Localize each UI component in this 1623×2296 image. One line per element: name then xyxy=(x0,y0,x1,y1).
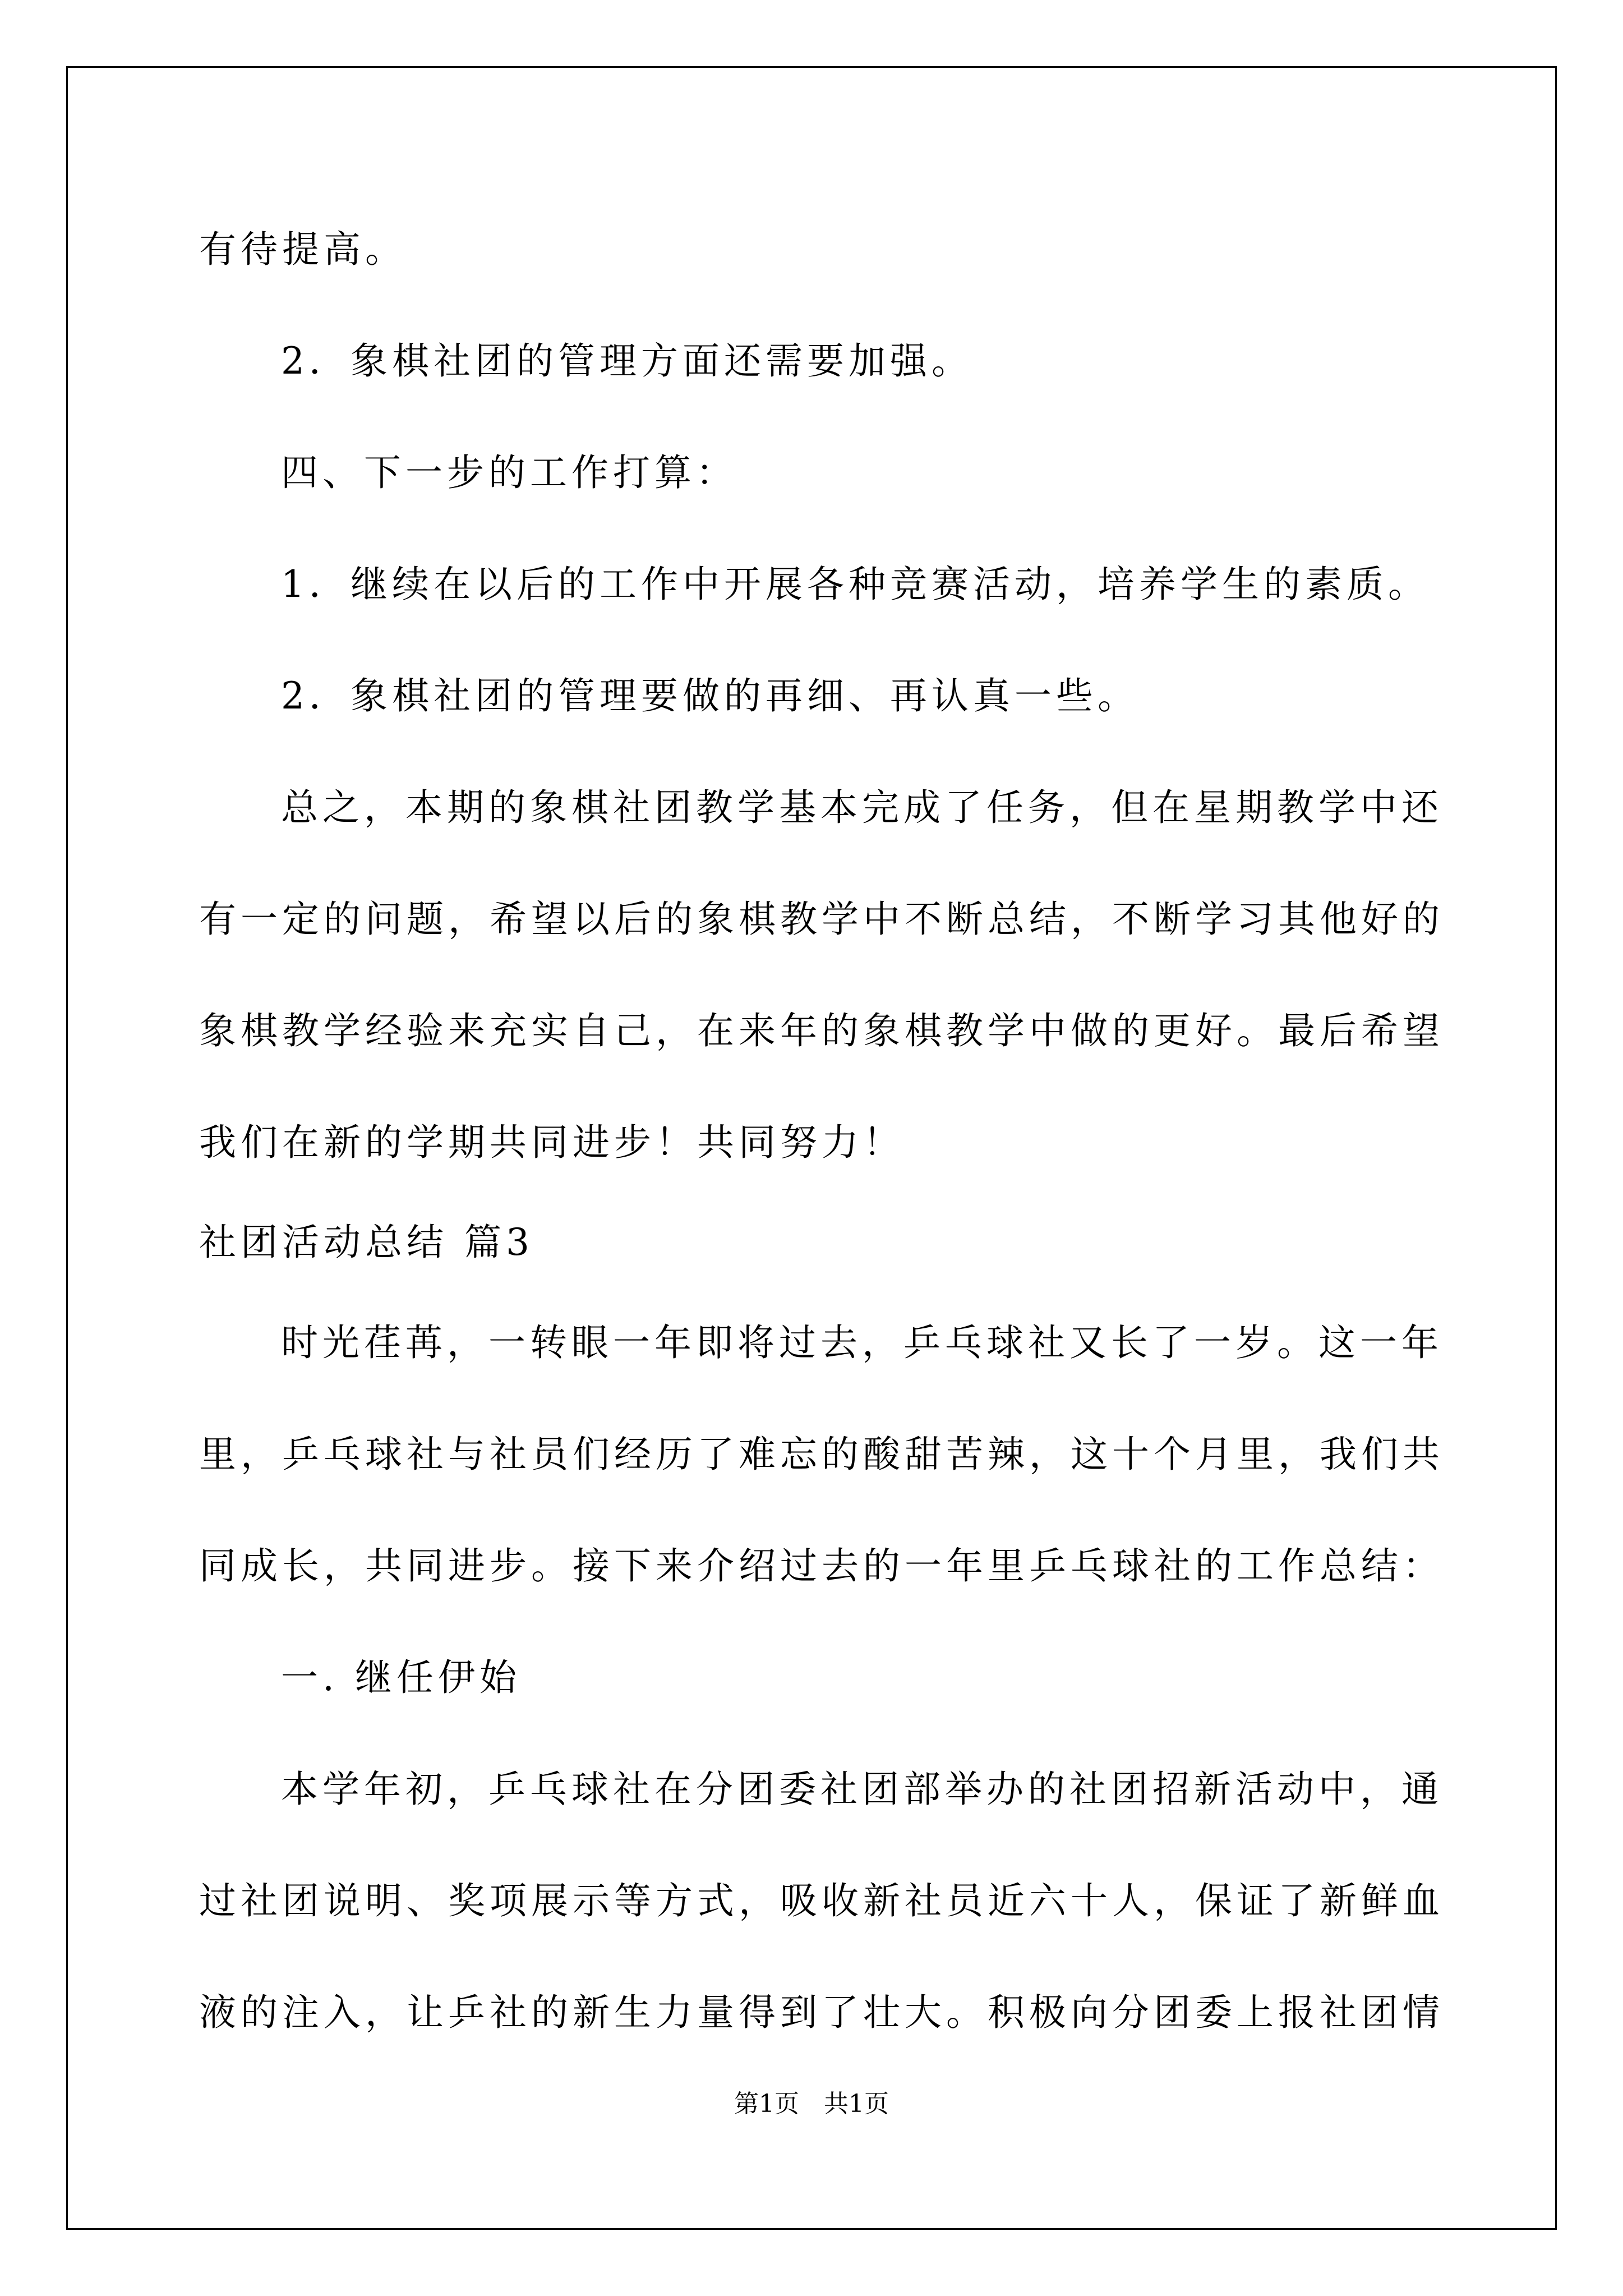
text-line: 过社团说明、奖项展示等方式，吸收新社员近六十人，保证了新鲜血 xyxy=(199,1879,1444,1922)
section-heading: 一. 继任伊始 xyxy=(281,1656,521,1699)
text-line: 同成长，共同进步。接下来介绍过去的一年里乒乓球社的工作总结： xyxy=(199,1544,1444,1588)
text-line: 有待提高。 xyxy=(199,228,407,271)
text-line: 我们在新的学期共同进步！共同努力！ xyxy=(199,1121,905,1164)
text-line: 时光荏苒，一转眼一年即将过去，乒乓球社又长了一岁。这一年 xyxy=(281,1321,1443,1364)
text-line: 里，乒乓球社与社员们经历了难忘的酸甜苦辣，这十个月里，我们共 xyxy=(199,1433,1444,1476)
text-line: 有一定的问题，希望以后的象棋教学中不断总结，不断学习其他好的 xyxy=(199,898,1444,941)
text-line: 2．象棋社团的管理要做的再细、再认真一些。 xyxy=(281,674,1139,717)
text-line: 1．继续在以后的工作中开展各种竞赛活动，培养学生的素质。 xyxy=(281,563,1430,606)
text-line: 2．象棋社团的管理方面还需要加强。 xyxy=(281,339,973,383)
page-footer: 第1页 共1页 xyxy=(734,2090,889,2118)
text-line: 总之，本期的象棋社团教学基本完成了任务，但在星期教学中还 xyxy=(281,786,1443,829)
document-title: 社团活动总结 篇3 xyxy=(199,1221,534,1264)
text-line: 本学年初，乒乓球社在分团委社团部举办的社团招新活动中，通 xyxy=(281,1768,1443,1811)
text-line: 液的注入，让乒社的新生力量得到了壮大。积极向分团委上报社团情 xyxy=(199,1991,1444,2034)
text-line: 象棋教学经验来充实自己，在来年的象棋教学中做的更好。最后希望 xyxy=(199,1009,1444,1052)
section-heading: 四、下一步的工作打算： xyxy=(281,451,737,494)
